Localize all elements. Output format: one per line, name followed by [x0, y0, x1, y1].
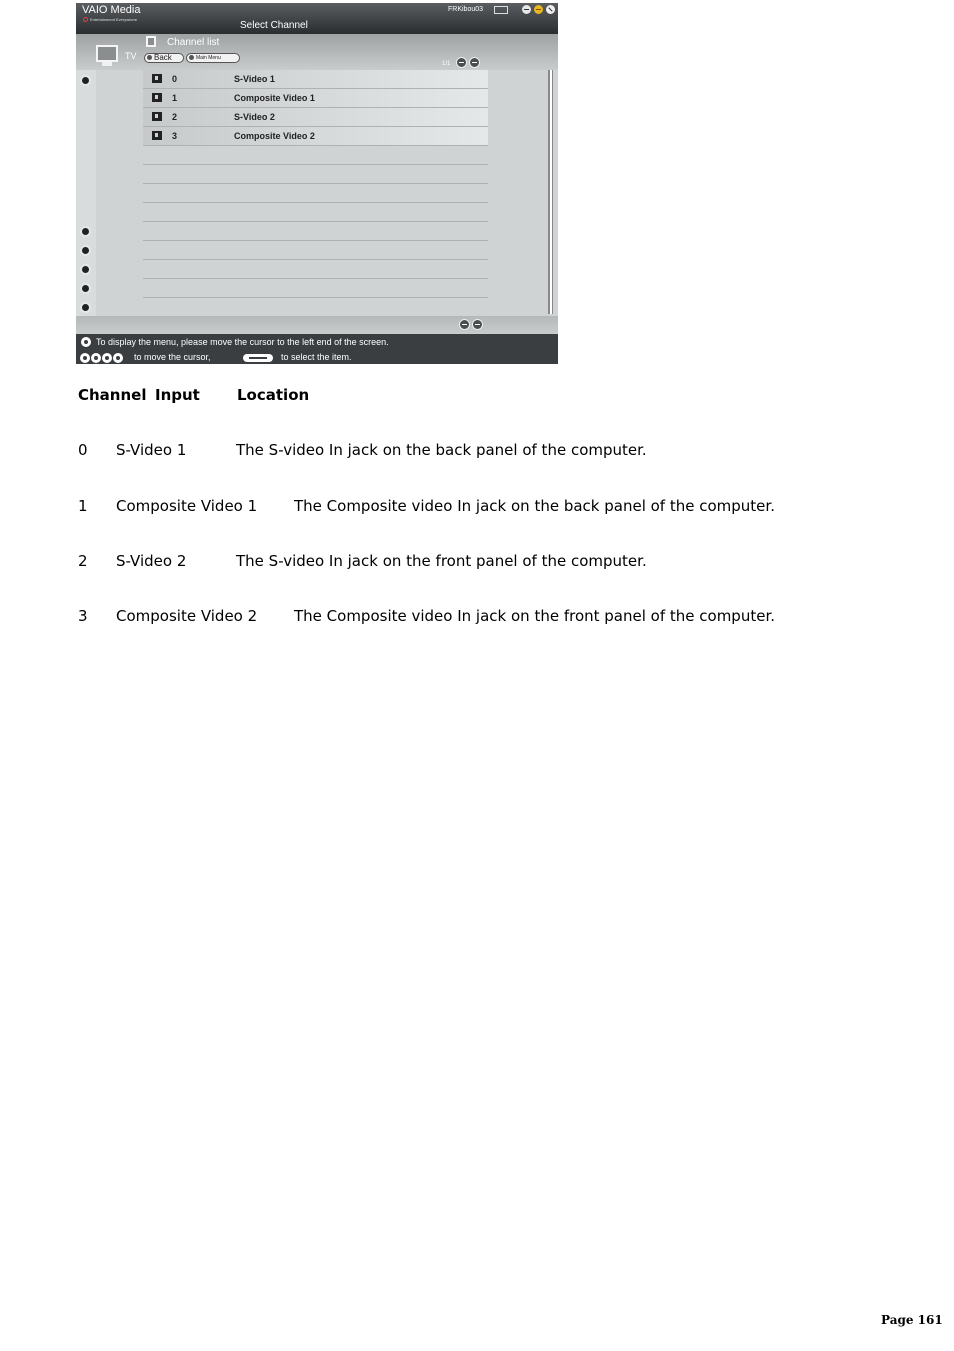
close-button[interactable]	[546, 5, 555, 14]
tv-menu-icon[interactable]	[80, 75, 91, 86]
channel-number: 1	[172, 93, 178, 103]
empty-row	[143, 279, 488, 298]
network-icon	[494, 6, 508, 14]
minimize-button[interactable]	[522, 5, 531, 14]
arrow-left-icon	[80, 353, 90, 363]
channel-number: 3	[172, 131, 178, 141]
channel-icon	[152, 112, 162, 121]
empty-row	[143, 203, 488, 222]
empty-row	[143, 146, 488, 165]
channel-row[interactable]	[143, 127, 488, 146]
row-location: The S-video In jack on the back panel of the computer.	[236, 441, 647, 459]
row-channel: 2	[78, 552, 88, 570]
channel-name: S-Video 2	[234, 112, 275, 122]
header-input: Input	[155, 386, 200, 404]
channel-row[interactable]	[143, 108, 488, 127]
empty-row	[143, 222, 488, 241]
empty-row	[143, 165, 488, 184]
row-input: Composite Video 2	[116, 607, 258, 625]
arrow-up-icon	[91, 353, 101, 363]
info-icon	[81, 337, 91, 347]
brand-logo-icon	[83, 17, 88, 22]
user-name: FRKibou03	[448, 6, 484, 13]
window-title: Select Channel	[240, 20, 308, 31]
navigation-bar	[76, 34, 558, 70]
row-location: The S-video In jack on the front panel of the computer.	[236, 552, 647, 570]
record-icon[interactable]	[80, 245, 91, 256]
tv-icon	[96, 45, 118, 62]
header-channel: Channel	[78, 386, 147, 404]
help-bar	[76, 334, 558, 364]
channel-icon	[152, 131, 162, 140]
empty-row	[143, 298, 488, 317]
arrow-down-icon	[102, 353, 112, 363]
scrollbar[interactable]	[548, 70, 553, 314]
help-text-select: to select the item.	[281, 352, 352, 362]
brand-name: VAIO Media	[82, 4, 141, 16]
enter-key-icon	[243, 354, 273, 362]
empty-row	[143, 260, 488, 279]
help-icon[interactable]	[80, 283, 91, 294]
row-input: S-Video 1	[116, 441, 187, 459]
row-channel: 3	[78, 607, 88, 625]
arrow-right-icon	[113, 353, 123, 363]
row-location: The Composite video In jack on the back panel of the computer.	[294, 497, 775, 515]
row-channel: 1	[78, 497, 88, 515]
empty-row	[143, 241, 488, 260]
page-next-button[interactable]	[469, 57, 480, 68]
back-button[interactable]: Back	[144, 53, 184, 63]
help-text-menu: To display the menu, please move the cursor to the left end of the screen.	[96, 337, 389, 347]
row-channel: 0	[78, 441, 88, 459]
side-menu	[76, 70, 96, 316]
help-text-move: to move the cursor,	[134, 352, 211, 362]
bottom-strip	[76, 316, 558, 334]
scroll-prev-button[interactable]	[459, 319, 470, 330]
channel-number: 2	[172, 112, 178, 122]
channel-number: 0	[172, 74, 178, 84]
channel-name: Composite Video 1	[234, 93, 315, 103]
list-title: Channel list	[167, 37, 220, 48]
channel-row[interactable]	[143, 70, 488, 89]
exit-icon[interactable]	[80, 302, 91, 313]
page-number: Page 161	[881, 1313, 943, 1327]
channel-name: Composite Video 2	[234, 131, 315, 141]
channel-name: S-Video 1	[234, 74, 275, 84]
channel-list-icon	[146, 36, 156, 47]
scroll-next-button[interactable]	[472, 319, 483, 330]
page-prev-button[interactable]	[456, 57, 467, 68]
channel-icon	[152, 74, 162, 83]
row-input: S-Video 2	[116, 552, 187, 570]
channel-row[interactable]	[143, 89, 488, 108]
channel-icon	[152, 93, 162, 102]
section-label: TV	[125, 51, 137, 61]
row-location: The Composite video In jack on the front panel of the computer.	[294, 607, 776, 625]
title-bar	[76, 3, 558, 34]
vaio-media-screenshot	[76, 3, 558, 364]
maximize-button[interactable]	[534, 5, 543, 14]
main-menu-button[interactable]: Main Menu	[186, 53, 240, 63]
settings-icon[interactable]	[80, 264, 91, 275]
window-menu-icon[interactable]	[80, 226, 91, 237]
brand-tagline: Entertainment Everywhere	[90, 17, 138, 22]
header-location: Location	[237, 386, 310, 404]
empty-row	[143, 184, 488, 203]
page-indicator: 1/1	[442, 61, 451, 67]
row-input: Composite Video 1	[116, 497, 258, 515]
